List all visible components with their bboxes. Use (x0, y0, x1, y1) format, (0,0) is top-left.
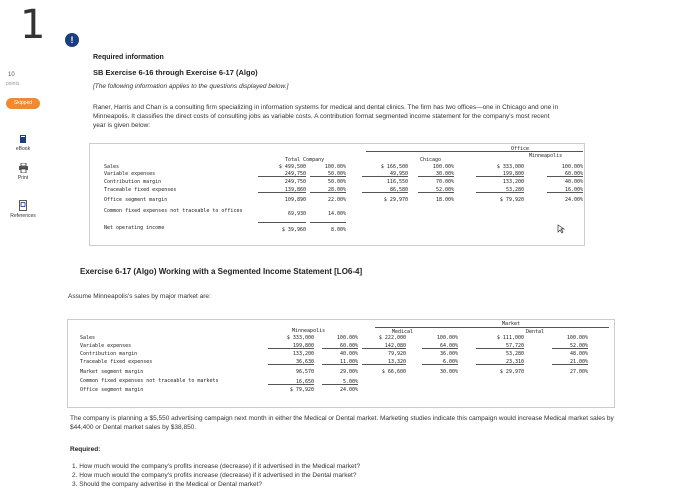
table-cell: 22.00% (327, 197, 346, 203)
table-cell: 142,080 (384, 343, 406, 349)
references-icon (18, 200, 28, 211)
col-minneapolis: Minneapolis (529, 153, 563, 159)
table-cell: 24.00% (564, 197, 583, 203)
table-cell: 24.00% (339, 387, 358, 393)
row-label: Contribution margin (104, 179, 162, 185)
office-header-rule (366, 151, 583, 152)
table-cell: 52.00% (569, 343, 588, 349)
mouse-cursor-icon (557, 224, 567, 234)
question-1: 1. How much would the company's profits increase (decrease) if it advertised in the Medical market? (72, 463, 361, 470)
table-cell: 100.00% (561, 164, 583, 170)
row-label: Market segment margin (80, 369, 144, 375)
table-cell: $ 29,970 (499, 369, 524, 375)
table-cell: 40.00% (339, 351, 358, 357)
table-cell: 100.00% (436, 335, 458, 341)
table-cell: 52.00% (435, 187, 454, 193)
table-cell: 30.00% (435, 171, 454, 177)
col-minneapolis-2: Minneapolis (292, 328, 326, 334)
print-button[interactable] (8, 163, 38, 181)
question-part-marker: ! (65, 33, 79, 47)
table-cell: 36.00% (439, 351, 458, 357)
table-cell: 249,750 (284, 179, 306, 185)
table-cell: 64.00% (439, 343, 458, 349)
table-cell: 60.00% (564, 171, 583, 177)
table-cell: 27.00% (569, 369, 588, 375)
row-label: Common fixed expenses not traceable to markets (80, 378, 219, 384)
table-cell: 50.00% (327, 171, 346, 177)
table-cell: $ 79,920 (499, 197, 524, 203)
table-cell: $ 79,920 (289, 387, 314, 393)
table-cell: 53,280 (505, 187, 524, 193)
table-cell: 48.00% (569, 351, 588, 357)
table-cell: 57,720 (505, 343, 524, 349)
table-cell: 21.00% (569, 359, 588, 365)
row-label: Common fixed expenses not traceable to offices (104, 208, 243, 214)
intro-paragraph: Raner, Harris and Chan is a consulting firm specializing in information systems for medical and dental clinics. The firm has two offices—one in Chicago and one in Minneapolis. It classifies the direct costs of consulting jobs as variable costs. A contribution format segmented income statement for the company's most recent year is given below: (93, 104, 559, 129)
table-cell: 16,650 (295, 379, 314, 385)
table-cell: 79,920 (387, 351, 406, 357)
row-label: Contribution margin (80, 351, 138, 357)
table-cell: 49,950 (389, 171, 408, 177)
ebook-label: eBook (15, 146, 31, 152)
print-icon (18, 163, 29, 173)
market-header-rule (375, 327, 609, 328)
row-label: Traceable fixed expenses (80, 359, 153, 365)
table-cell: 70.00% (435, 179, 454, 185)
table-cell: 28.00% (327, 187, 346, 193)
table-cell: 11.00% (339, 359, 358, 365)
left-rail (0, 0, 56, 500)
table-cell: 53,280 (505, 351, 524, 357)
table-cell: 14.00% (327, 211, 346, 217)
row-label: Variable expenses (104, 171, 156, 177)
status-badge: Skipped (6, 98, 40, 109)
table-cell: 100.00% (336, 335, 358, 341)
row-label: Office segment margin (104, 197, 168, 203)
total-rule (476, 192, 524, 193)
table-cell: 199,800 (292, 343, 314, 349)
exercise-title: SB Exercise 6-16 through Exercise 6-17 (Algo) (93, 68, 258, 77)
office-group-header: Office (510, 146, 530, 152)
table-cell: $ 499,500 (278, 164, 306, 170)
market-group-header: Market (501, 321, 521, 327)
table-cell: 133,200 (292, 351, 314, 357)
total-rule (310, 222, 346, 223)
assume-text: Assume Minneapolis's sales by major market are: (68, 293, 211, 300)
table-cell: 69,930 (287, 211, 306, 217)
ebook-button[interactable] (8, 134, 38, 152)
row-label: Traceable fixed expenses (104, 187, 177, 193)
references-label: References (10, 213, 36, 219)
total-rule (547, 192, 583, 193)
row-label: Sales (80, 335, 96, 341)
table-cell: 100.00% (432, 164, 454, 170)
total-rule (258, 222, 306, 223)
table-cell: 30.00% (439, 369, 458, 375)
table-cell: 6.00% (442, 359, 458, 365)
table-cell: 60.00% (339, 343, 358, 349)
table-cell: $ 111,000 (496, 335, 524, 341)
table-cell: 86,580 (389, 187, 408, 193)
table-cell: $ 66,600 (381, 369, 406, 375)
table-cell: 133,200 (502, 179, 524, 185)
table-cell: 109,890 (284, 197, 306, 203)
table-cell: 16.00% (564, 187, 583, 193)
table-cell: 13,320 (387, 359, 406, 365)
row-label: Office segment margin (80, 387, 144, 393)
total-rule (258, 192, 306, 193)
total-rule (310, 176, 346, 177)
points-label: points (6, 81, 20, 87)
points-value: 10 (8, 72, 15, 78)
table-cell: 50.00% (327, 179, 346, 185)
total-rule (418, 192, 454, 193)
table-cell: 36,630 (295, 359, 314, 365)
table-cell: 100.00% (566, 335, 588, 341)
total-rule (362, 192, 408, 193)
question-2: 2. How much would the company's profits increase (decrease) if it advertised in the Dental market? (72, 472, 357, 479)
table-cell: 40.00% (564, 179, 583, 185)
table-cell: $ 39,960 (281, 227, 306, 233)
row-label: Variable expenses (80, 343, 132, 349)
total-rule (258, 176, 306, 177)
total-rule (310, 192, 346, 193)
following-note: [The following information applies to the questions displayed below.] (93, 83, 289, 90)
total-rule (547, 176, 583, 177)
table-cell: 5.00% (342, 379, 358, 385)
col-dental: Dental (526, 329, 545, 335)
row-label: Net operating income (104, 225, 165, 231)
col-medical: Medical (392, 329, 414, 335)
table-cell: 23,310 (505, 359, 524, 365)
table-cell: $ 333,000 (496, 164, 524, 170)
total-rule (476, 176, 524, 177)
table-cell: $ 166,500 (380, 164, 408, 170)
table-cell: 29.00% (339, 369, 358, 375)
row-label: Sales (104, 164, 120, 170)
references-button[interactable] (8, 200, 38, 219)
table-cell: $ 333,000 (286, 335, 314, 341)
print-label: Print (17, 175, 29, 181)
question-3: 3. Should the company advertise in the Medical or Dental market? (72, 481, 263, 488)
table-cell: $ 29,970 (383, 197, 408, 203)
campaign-text: The company is planning a $5,550 advertising campaign next month in either the Medical or Dental market. Marketing studies indicate this campaign would increase Medical market sales by $44,400 or Dental market sales by $38,850. (70, 415, 614, 431)
col-chicago: Chicago (420, 157, 442, 163)
table-cell: 116,550 (386, 179, 408, 185)
total-rule (362, 176, 408, 177)
total-rule (418, 176, 454, 177)
table-cell: 8.00% (330, 227, 346, 233)
book-icon (18, 134, 28, 144)
required-info-heading: Required information (93, 54, 164, 61)
table-cell: $ 222,000 (378, 335, 406, 341)
question-number: 1 (20, 2, 46, 48)
table-cell: 96,570 (295, 369, 314, 375)
table-cell: 139,860 (284, 187, 306, 193)
table-cell: 100.00% (324, 164, 346, 170)
table-cell: 199,800 (502, 171, 524, 177)
table-cell: 18.00% (435, 197, 454, 203)
col-total-company: Total Company (285, 157, 325, 163)
section-title: Exercise 6-17 (Algo) Working with a Segmented Income Statement [LO6-4] (80, 267, 363, 276)
required-heading: Required: (70, 446, 101, 453)
table-cell: 249,750 (284, 171, 306, 177)
